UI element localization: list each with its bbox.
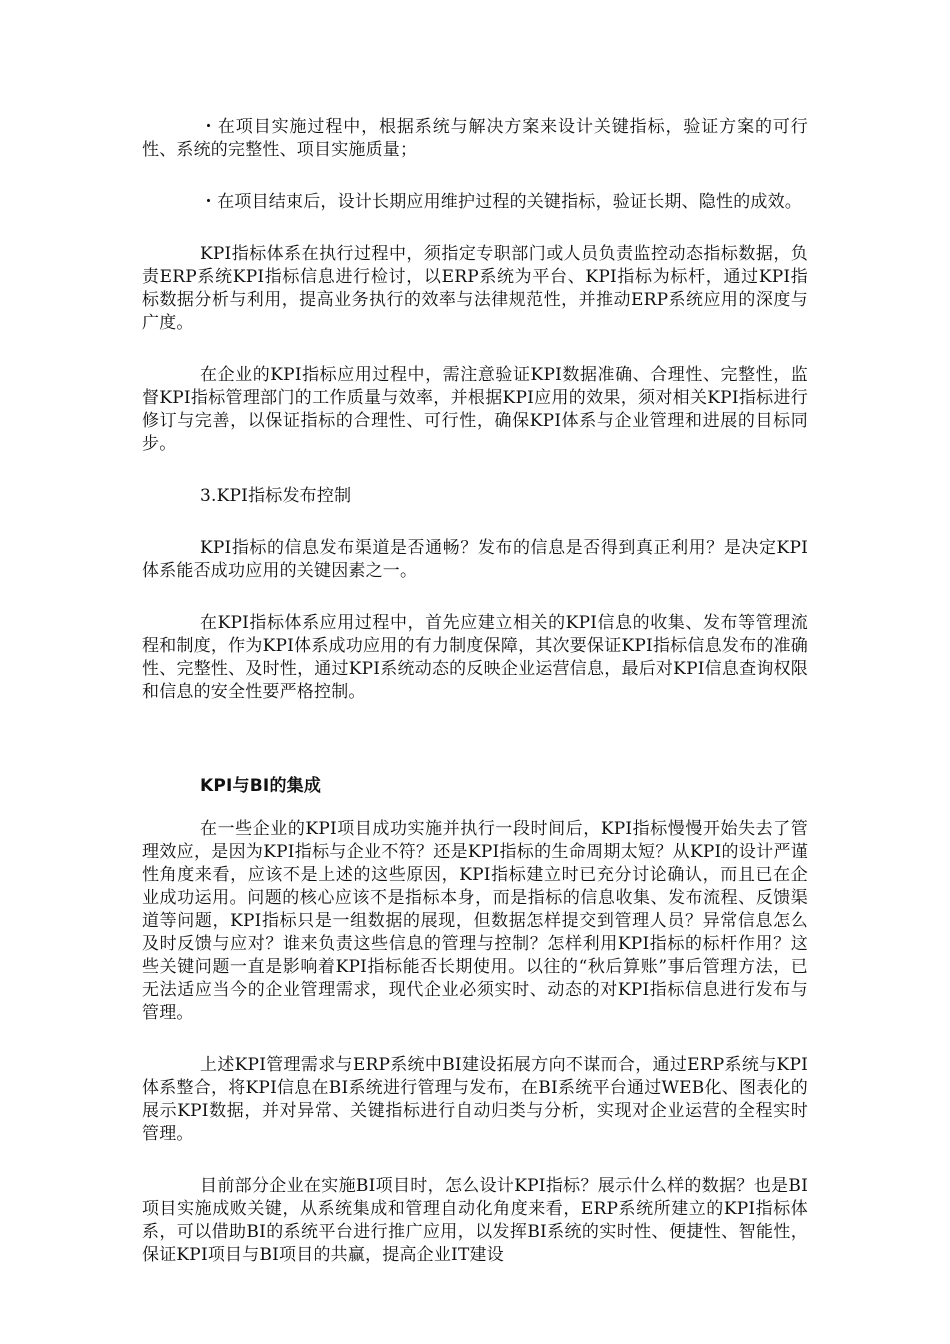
body-paragraph: 在KPI指标体系应用过程中，首先应建立相关的KPI信息的收集、发布等管理流程和制度，作为KPI体系成功应用的有力制度保障，其次要保证KPI指标信息发布的准确性、完整性、及时性，通过KPI系统动态的反映企业运营信息，最后对KPI信息查询权限和信息的安全性要严格控制。 xyxy=(142,613,809,702)
bullet-paragraph-implementation: ・在项目实施过程中，根据系统与解决方案来设计关键指标，验证方案的可行性、系统的完整性、项目实施质量； xyxy=(142,117,808,160)
document-body xyxy=(142,116,808,1296)
bullet-paragraph-completion: ・在项目结束后，设计长期应用维护过程的关键指标，验证长期、隐性的成效。 xyxy=(200,192,802,212)
section-heading: KPI与BI的集成 xyxy=(200,776,322,796)
body-paragraph: KPI指标的信息发布渠道是否通畅？发布的信息是否得到真正利用？是决定KPI体系能否成功应用的关键因素之一。 xyxy=(142,538,808,581)
body-paragraph: 上述KPI管理需求与ERP系统中BI建设拓展方向不谋而合，通过ERP系统与KPI体系整合，将KPI信息在BI系统进行管理与发布，在BI系统平台通过WEB化、图表化的展示KPI数据，并对异常、关键指标进行自动归类与分析，实现对企业运营的全程实时管理。 xyxy=(142,1055,808,1144)
body-paragraph: 在企业的KPI指标应用过程中，需注意验证KPI数据准确、合理性、完整性，监督KPI指标管理部门的工作质量与效率，并根据KPI应用的效果，须对相关KPI指标进行修订与完善，以保证指标的合理性、可行性，确保KPI体系与企业管理和进展的目标同步。 xyxy=(142,365,808,454)
body-paragraph: KPI指标体系在执行过程中，须指定专职部门或人员负责监控动态指标数据，负责ERP系统KPI指标信息进行检讨，以ERP系统为平台、KPI指标为标杆，通过KPI指标数据分析与利用，提高业务执行的效率与法律规范性，并推动ERP系统应用的深度与广度。 xyxy=(142,244,808,333)
body-paragraph: 在一些企业的KPI项目成功实施并执行一段时间后，KPI指标慢慢开始失去了管理效应，是因为KPI指标与企业不符？还是KPI指标的生命周期太短？从KPI的设计严谨性角度来看，应该不是上述的这些原因，KPI指标建立时已充分讨论确认，而且已在企业成功运用。问题的核心应该不是指标本身，而是指标的信息收集、发布流程、反馈渠道等问题，KPI指标只是一组数据的展现，但数据怎样提交到管理人员？异常信息怎么及时反馈与应对？谁来负责这些信息的管理与控制？怎样利用KPI指标的标杆作用？这些关键问题一直是影响着KPI指标能否长期使用。以往的“秋后算账”事后管理方法，已无法适应当今的企业管理需求，现代企业必须实时、动态的对KPI指标信息进行发布与管理。 xyxy=(142,819,808,1023)
subsection-heading: 3.KPI指标发布控制 xyxy=(200,486,352,506)
body-paragraph: 目前部分企业在实施BI项目时，怎么设计KPI指标？展示什么样的数据？也是BI项目实施成败关键，从系统集成和管理自动化角度来看，ERP系统所建立的KPI指标体系，可以借助BI的系统平台进行推广应用，以发挥BI系统的实时性、便捷性、智能性，保证KPI项目与BI项目的共赢，提高企业IT建设 xyxy=(142,1176,808,1265)
